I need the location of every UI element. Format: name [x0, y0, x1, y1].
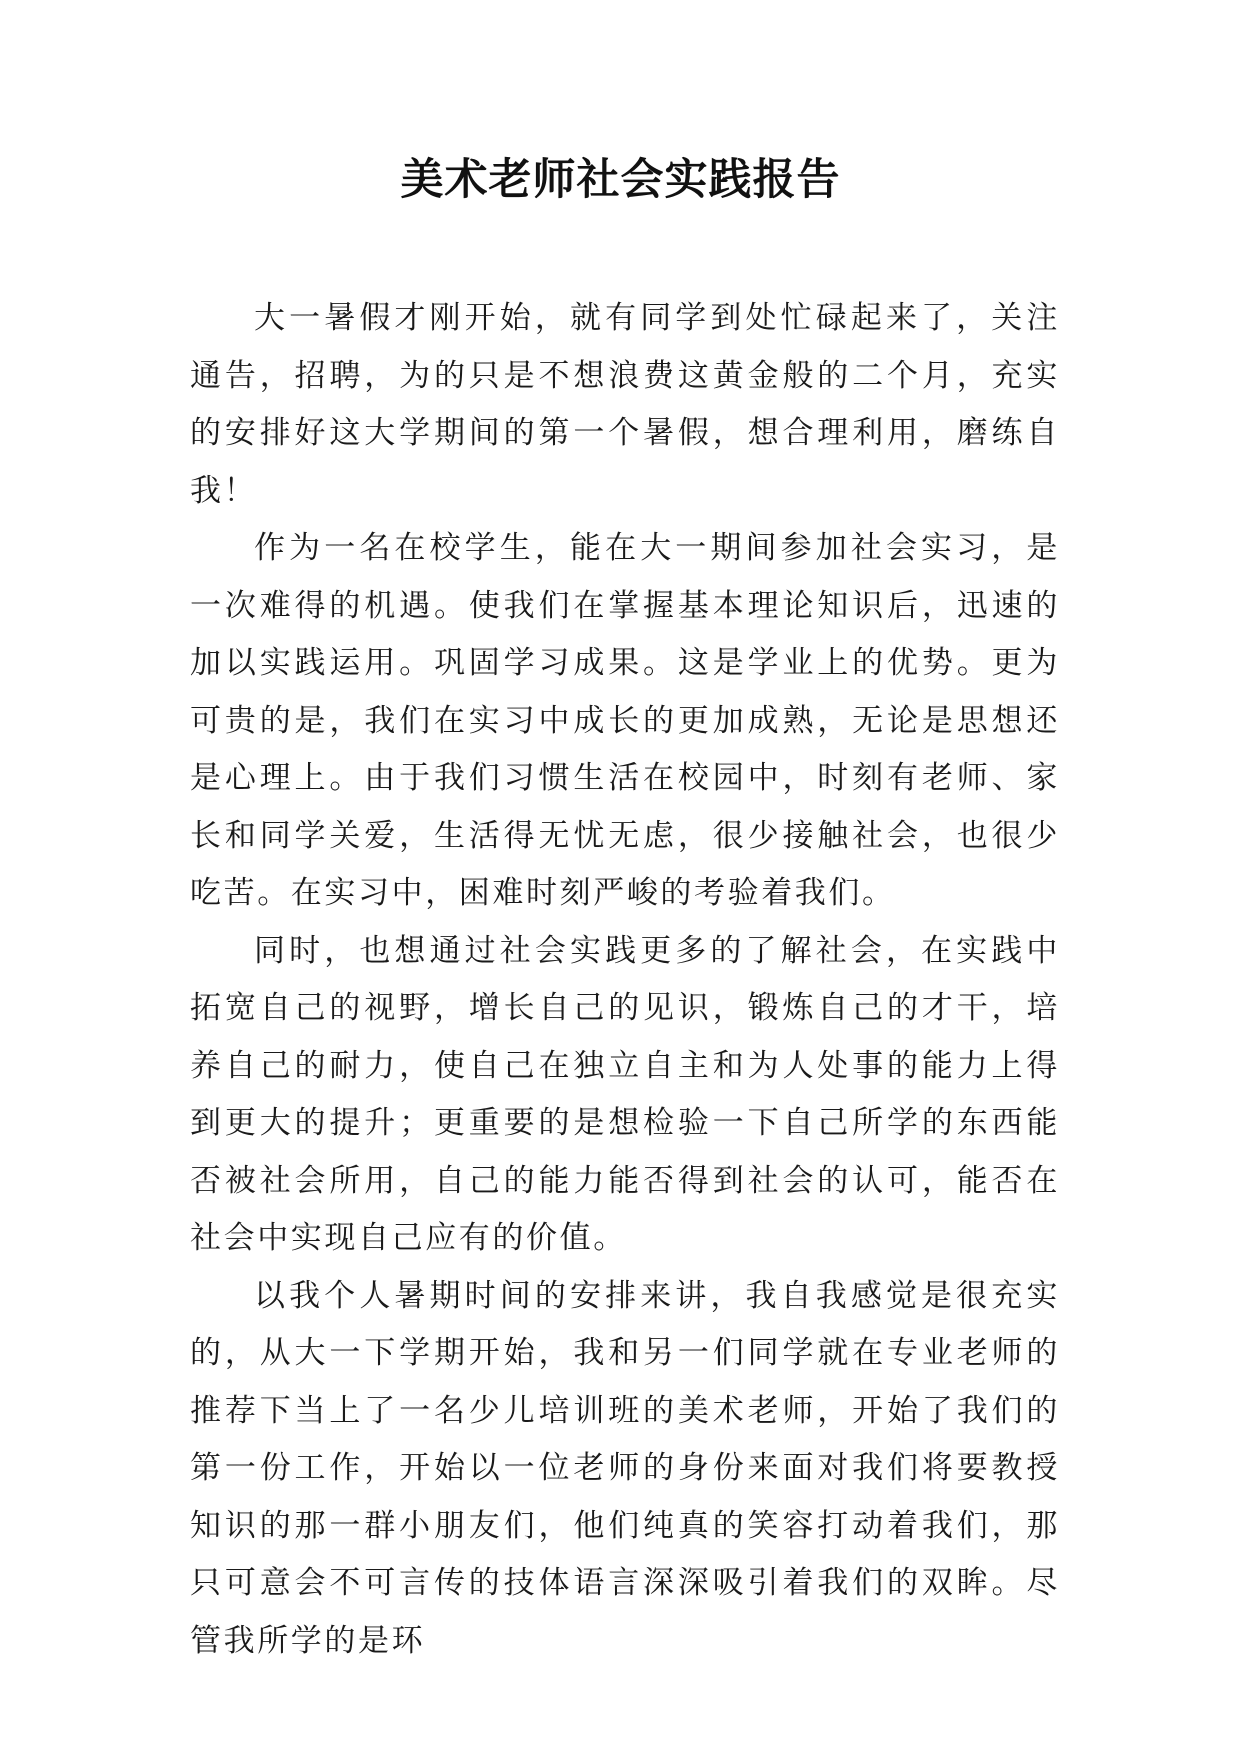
paragraph-1: 大一暑假才刚开始，就有同学到处忙碌起来了，关注通告，招聘，为的只是不想浪费这黄金般的二个月，充实的安排好这大学期间的第一个暑假，想合理利用，磨练自我！ — [190, 300, 1060, 509]
paragraph-3: 同时，也想通过社会实践更多的了解社会，在实践中拓宽自己的视野，增长自己的见识，锻炼自己的才干，培养自己的耐力，使自己在独立自主和为人处事的能力上得到更大的提升；更重要的是想检验一下自己所学的东西能否被社会所用，自己的能力能否得到社会的认可，能否在社会中实现自己应有的价值。 — [190, 932, 1060, 1256]
paragraph-4: 以我个人暑期时间的安排来讲，我自我感觉是很充实的，从大一下学期开始，我和另一们同学就在专业老师的推荐下当上了一名少儿培训班的美术老师，开始了我们的第一份工作，开始以一位老师的身份来面对我们将要教授知识的那一群小朋友们，他们纯真的笑容打动着我们，那只可意会不可言传的技体语言深深吸引着我们的双眸。尽管我所学的是环 — [190, 1277, 1060, 1659]
paragraph-2: 作为一名在校学生，能在大一期间参加社会实习，是一次难得的机遇。使我们在掌握基本理论知识后，迅速的加以实践运用。巩固学习成果。这是学业上的优势。更为可贵的是，我们在实习中成长的更加成熟，无论是思想还是心理上。由于我们习惯生活在校园中，时刻有老师、家长和同学关爱，生活得无忧无虑，很少接触社会，也很少吃苦。在实习中，困难时刻严峻的考验着我们。 — [190, 530, 1060, 911]
document-title: 美术老师社会实践报告 — [400, 155, 841, 205]
document-body — [190, 290, 1060, 1670]
